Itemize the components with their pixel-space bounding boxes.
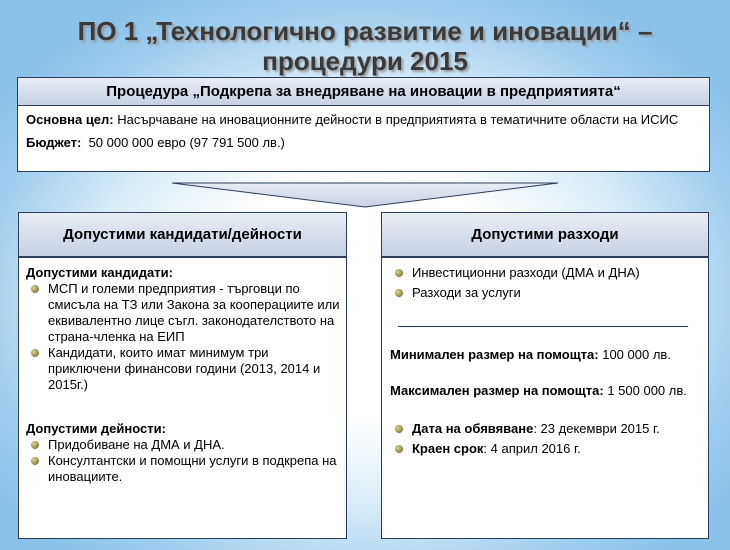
bullet-icon bbox=[31, 441, 39, 449]
bullet-icon bbox=[395, 425, 403, 433]
budget-line bbox=[26, 135, 701, 151]
deadline-value: : 4 април 2016 г. bbox=[483, 441, 581, 456]
list-item: Кандидати, които имат минимум три приключени финансови години (2013, 2014 и 2015г.) bbox=[26, 345, 340, 393]
bullet-icon bbox=[31, 457, 39, 465]
bullet-icon bbox=[395, 269, 403, 277]
activities-list bbox=[26, 437, 340, 485]
costs-panel-header: Допустими разходи bbox=[382, 213, 708, 258]
list-item: Инвестиционни разходи (ДМА и ДНА) bbox=[390, 265, 700, 281]
list-item: Придобиване на ДМА и ДНА. bbox=[26, 437, 340, 453]
costs-list bbox=[390, 265, 700, 301]
goal-line bbox=[26, 112, 701, 128]
goal-label: Основна цел: bbox=[26, 112, 114, 127]
goal-text: Насърчаване на иновационните дейности в предприятията в тематичните области на ИСИС bbox=[117, 112, 679, 127]
bullet-icon bbox=[31, 349, 39, 357]
activities-label: Допустими дейности: bbox=[26, 421, 166, 436]
list-item bbox=[390, 441, 700, 457]
down-arrow-icon bbox=[171, 182, 559, 208]
announce-value: : 23 декември 2015 г. bbox=[533, 421, 660, 436]
candidates-label: Допустими кандидати: bbox=[26, 265, 173, 280]
page-title: ПО 1 „Технологично развитие и иновации“ – процедури 2015 bbox=[77, 16, 653, 76]
deadline-label: Краен срок bbox=[412, 441, 484, 456]
list-item: Разходи за услуги bbox=[390, 285, 700, 301]
min-amount-label: Минимален размер на помощта: bbox=[390, 347, 599, 362]
procedure-box bbox=[17, 77, 710, 172]
max-amount-label: Максимален размер на помощта: bbox=[390, 383, 604, 398]
max-amount-value: 1 500 000 лв. bbox=[607, 383, 687, 398]
procedure-header: Процедура „Подкрепа за внедряване на иновации в предприятията“ bbox=[18, 78, 709, 106]
announce-label: Дата на обявяване bbox=[412, 421, 534, 436]
divider bbox=[398, 326, 688, 327]
candidates-panel bbox=[18, 212, 347, 539]
max-amount-line bbox=[390, 383, 700, 399]
candidates-panel-header: Допустими кандидати/дейности bbox=[19, 213, 346, 258]
candidates-list bbox=[26, 281, 340, 393]
budget-text: 50 000 000 евро (97 791 500 лв.) bbox=[88, 135, 285, 150]
budget-label: Бюджет: bbox=[26, 135, 82, 150]
min-amount-value: 100 000 лв. bbox=[602, 347, 671, 362]
costs-panel bbox=[381, 212, 709, 539]
list-item: Консултантски и помощни услуги в подкрепа на иновациите. bbox=[26, 453, 340, 485]
list-item bbox=[390, 421, 700, 437]
min-amount-line bbox=[390, 347, 700, 363]
bullet-icon bbox=[31, 285, 39, 293]
bullet-icon bbox=[395, 289, 403, 297]
bullet-icon bbox=[395, 445, 403, 453]
list-item: МСП и големи предприятия - търговци по смисъла на ТЗ или Закона за кооперациите или еквивалентно лице съгл. законодателството на страна-членка на ЕИП bbox=[26, 281, 340, 345]
dates-list bbox=[390, 421, 700, 457]
